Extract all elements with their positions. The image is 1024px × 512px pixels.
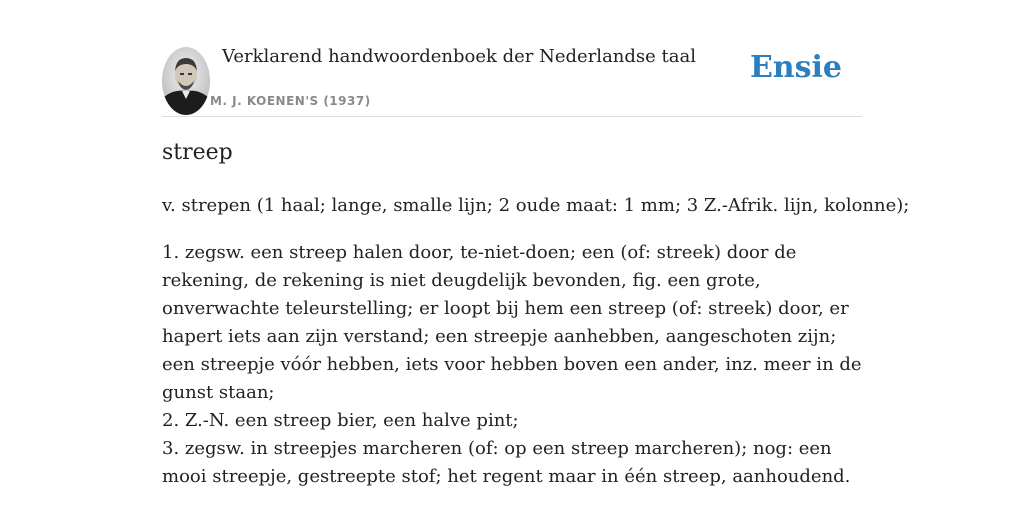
sense-2: 2. Z.-N. een streep bier, een halve pint; (162, 410, 519, 431)
entry-grammar: v. strepen (1 haal; lange, smalle lijn; 2 oude maat: 1 mm; 3 Z.-Afrik. lijn, kolonne); (162, 195, 910, 216)
author-portrait-icon (162, 47, 210, 115)
dictionary-header (162, 44, 862, 117)
author-credit: M. J. KOENEN'S (1937) (210, 94, 371, 108)
entry-senses (162, 239, 872, 491)
book-title: Verklarend handwoordenboek der Nederlandse taal (222, 46, 696, 67)
sense-1: 1. zegsw. een streep halen door, te-niet-doen; een (of: streek) door de rekening, de rekening is niet deugdelijk bevonden, fig. een grote, onverwachte teleurstelling; er loopt bij hem een streep (of: streek) door, er hapert iets aan zijn verstand; een streepje aanhebben, aangeschoten zijn; een streepje vóór hebben, iets voor hebben boven een ander, inz. meer in de gunst staan; (162, 242, 862, 403)
sense-3: 3. zegsw. in streepjes marcheren (of: op een streep marcheren); nog: een mooi streepje, gestreepte stof; het regent maar in één streep, aanhoudend. (162, 438, 851, 487)
entry-headword: streep (162, 140, 233, 165)
ensie-logo-link[interactable]: Ensie (749, 50, 842, 85)
